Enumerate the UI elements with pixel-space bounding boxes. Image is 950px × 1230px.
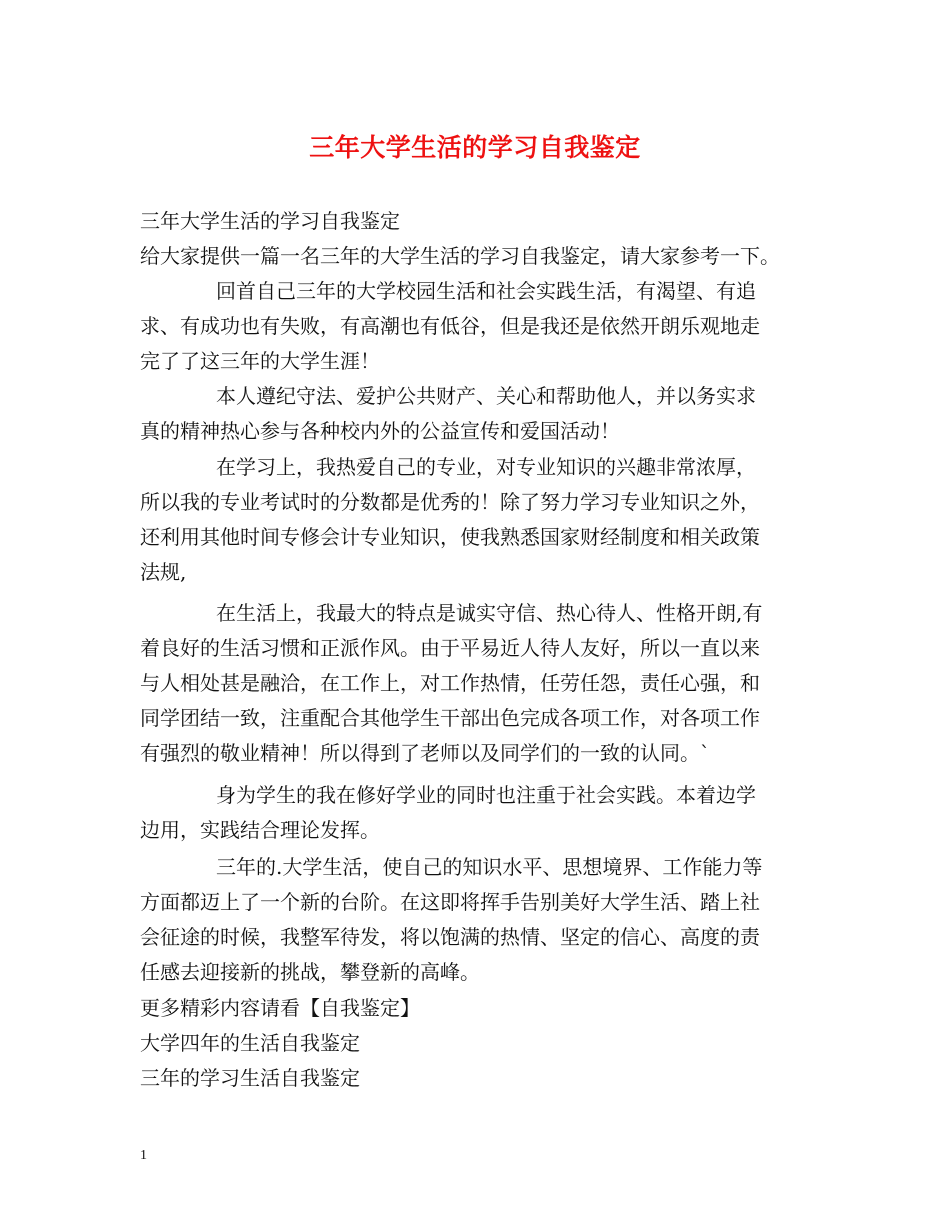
document-title: 三年大学生活的学习自我鉴定: [309, 133, 641, 162]
paragraph-line: 着良好的生活习惯和正派作风。由于平易近人待人友好，所以一直以来: [140, 636, 760, 660]
paragraph-line: 同学团结一致，注重配合其他学生干部出色完成各项工作，对各项工作: [140, 706, 760, 730]
paragraph-line: 任感去迎接新的挑战，攀登新的高峰。: [140, 960, 480, 984]
paragraph-line: 还利用其他时间专修会计专业知识，使我熟悉国家财经制度和相关政策: [140, 525, 760, 549]
paragraph-line: 法规,: [140, 560, 187, 584]
intro-line: 给大家提供一篇一名三年的大学生活的学习自我鉴定，请大家参考一下。: [140, 244, 780, 268]
paragraph-line: 回首自己三年的大学校园生活和社会实践生活，有渴望、有追: [216, 279, 756, 303]
paragraph-line: 会征途的时候，我整军待发，将以饱满的热情、坚定的信心、高度的责: [140, 925, 760, 949]
subtitle-line: 三年大学生活的学习自我鉴定: [140, 209, 400, 233]
paragraph-line: 方面都迈上了一个新的台阶。在这即将挥手告别美好大学生活、踏上社: [140, 890, 760, 914]
paragraph-line: 求、有成功也有失败，有高潮也有低谷，但是我还是依然开朗乐观地走: [140, 314, 760, 338]
paragraph-line: 与人相处甚是融洽，在工作上，对工作热情，任劳任怨，责任心强，和: [140, 671, 760, 695]
paragraph-line: 完了了这三年的大学生涯！: [140, 349, 380, 373]
related-link[interactable]: 大学四年的生活自我鉴定: [140, 1031, 360, 1055]
related-heading: 更多精彩内容请看【自我鉴定】: [140, 996, 420, 1020]
paragraph-line: 在生活上，我最大的特点是诚实守信、热心待人、性格开朗,有: [216, 601, 763, 625]
paragraph-line: 在学习上，我热爱自己的专业，对专业知识的兴趣非常浓厚，: [216, 455, 756, 479]
paragraph-line: 身为学生的我在修好学业的同时也注重于社会实践。本着边学: [216, 783, 756, 807]
related-link[interactable]: 三年的学习生活自我鉴定: [140, 1066, 360, 1090]
paragraph-line: 边用，实践结合理论发挥。: [140, 818, 380, 842]
paragraph-line: 三年的.大学生活，使自己的知识水平、思想境界、工作能力等: [216, 855, 763, 879]
paragraph-line: 有强烈的敬业精神！所以得到了老师以及同学们的一致的认同。`: [140, 741, 710, 765]
paragraph-line: 所以我的专业考试时的分数都是优秀的！除了努力学习专业知识之外，: [140, 490, 760, 514]
paragraph-line: 本人遵纪守法、爱护公共财产、关心和帮助他人，并以务实求: [216, 384, 756, 408]
page-number: 1: [140, 1148, 147, 1163]
paragraph-line: 真的精神热心参与各种校内外的公益宣传和爱国活动！: [140, 419, 620, 443]
